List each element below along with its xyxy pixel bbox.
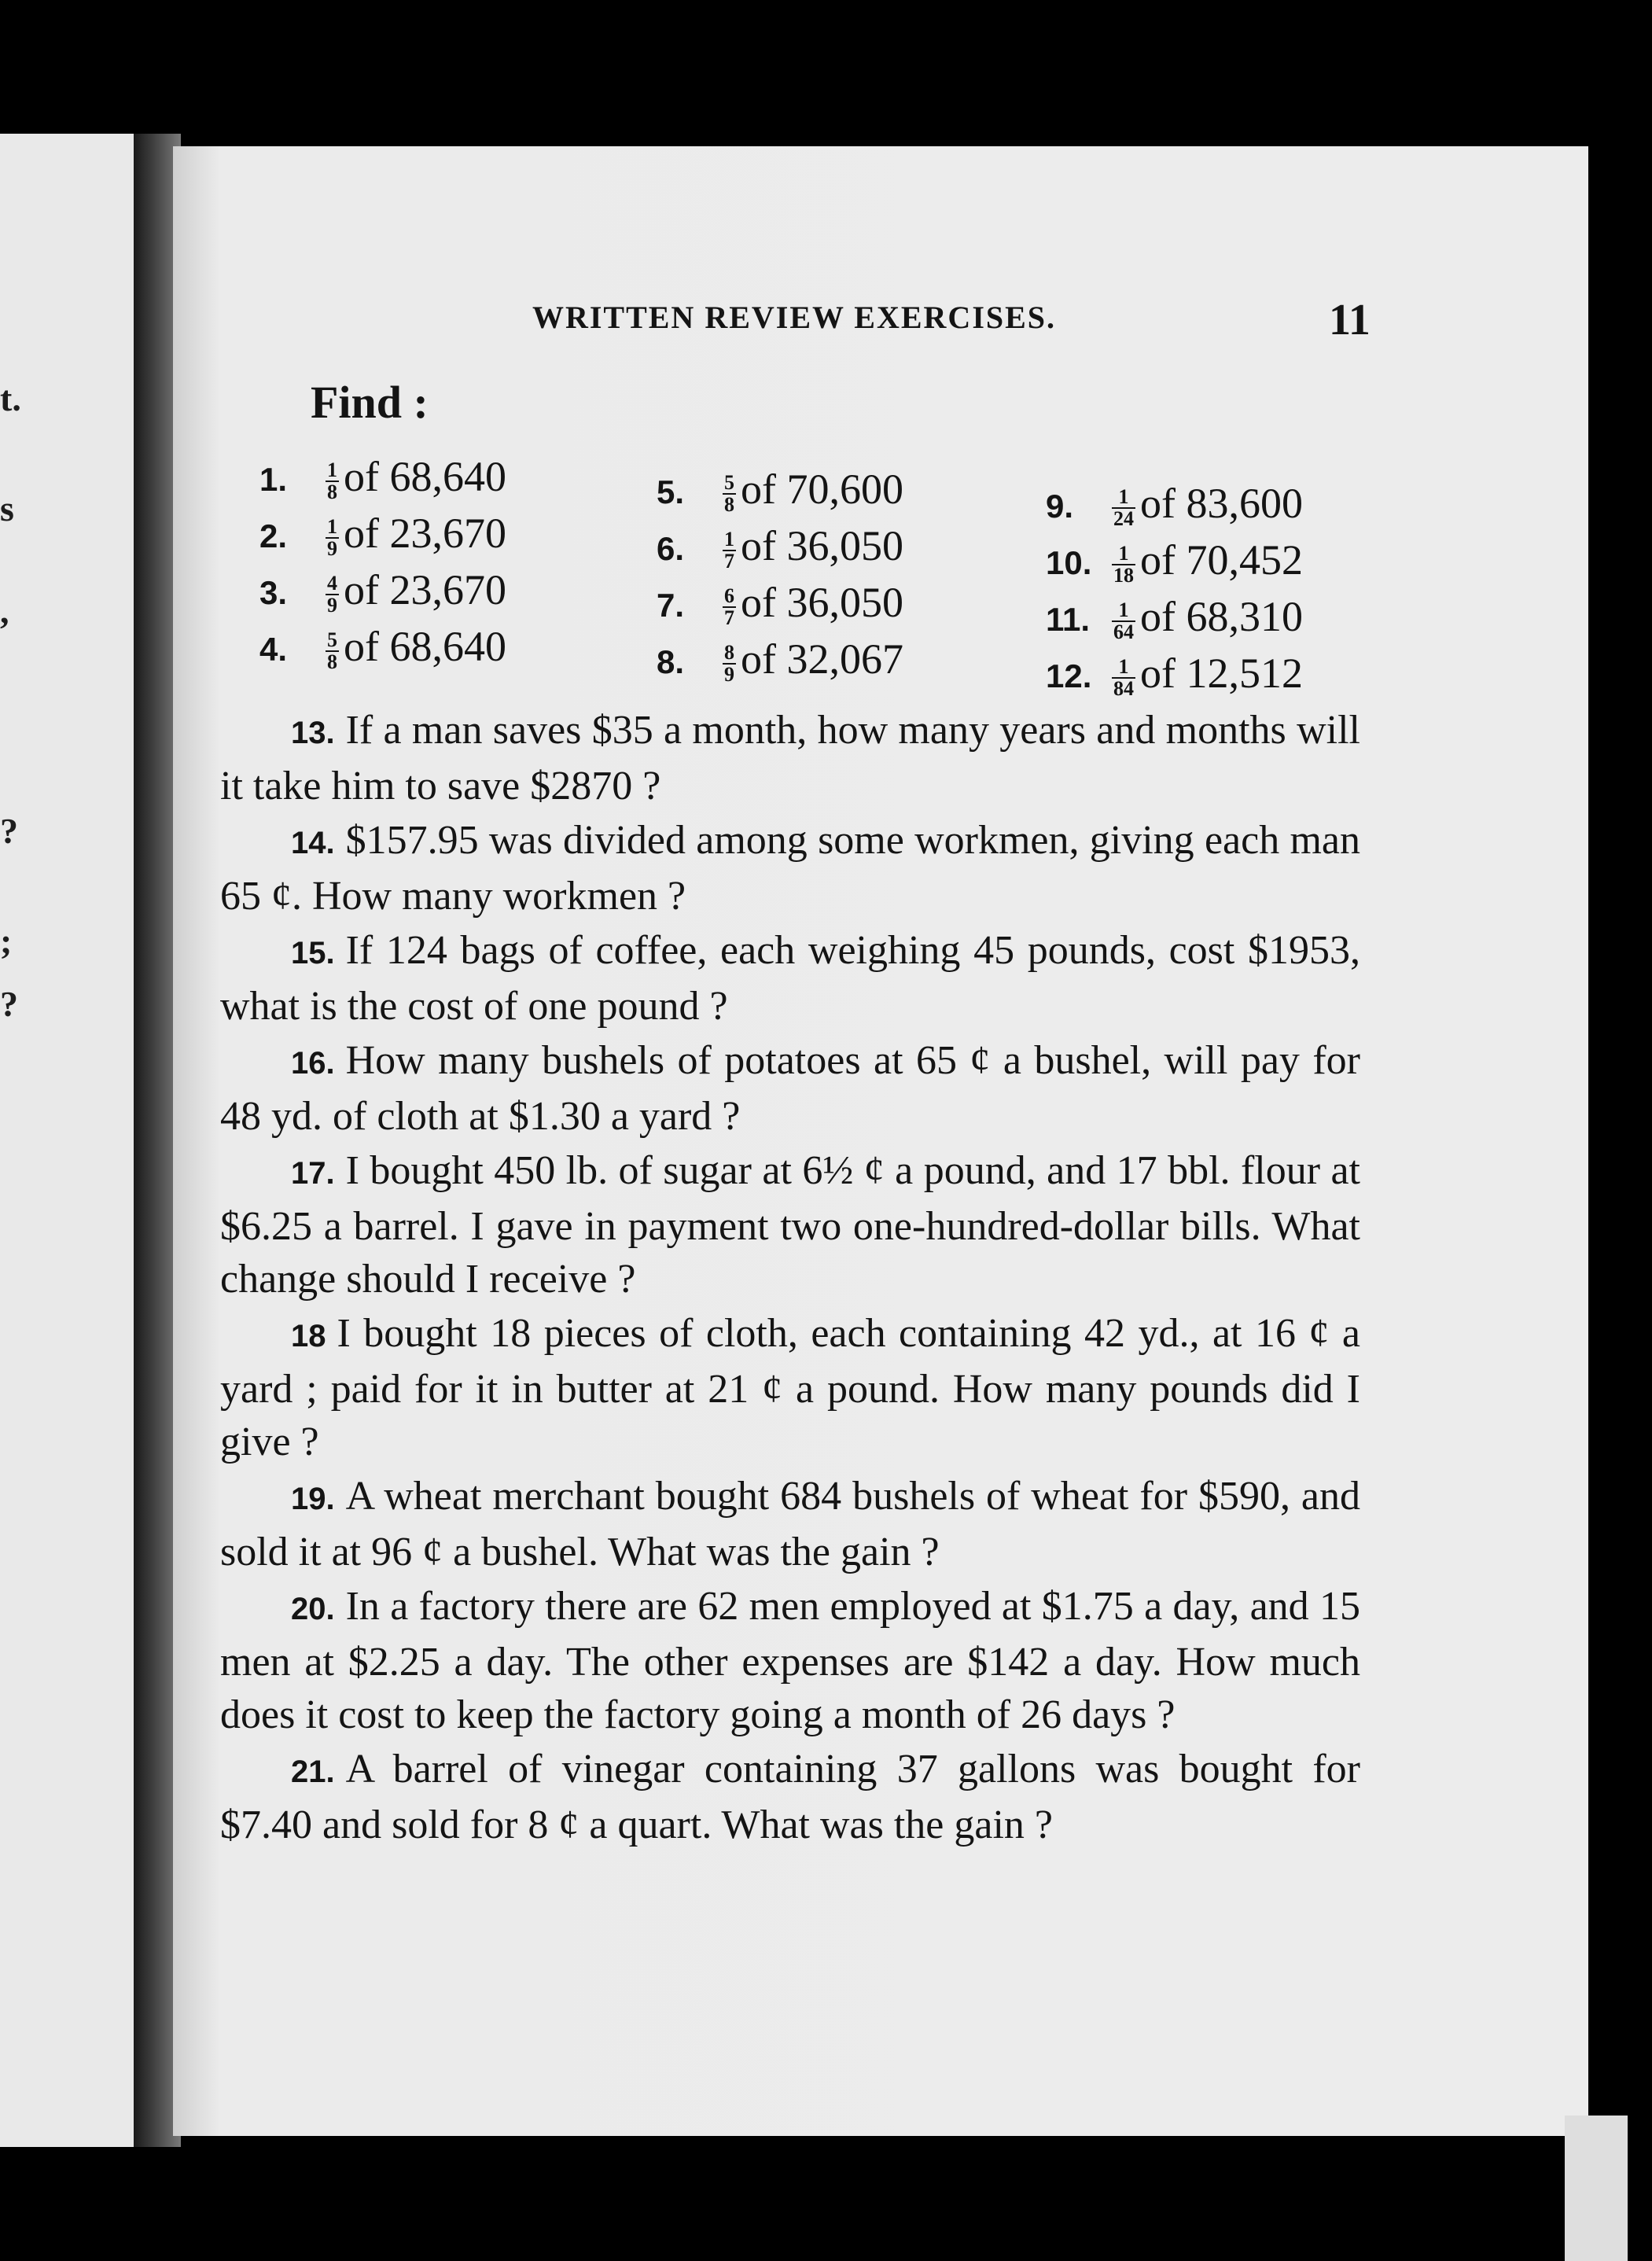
item-number: 7. xyxy=(657,587,685,624)
facing-page-fragment: ; xyxy=(0,921,13,961)
fraction: $\frac{1}{18}$ xyxy=(1113,541,1134,587)
problem xyxy=(220,1307,1360,1468)
problem-number: 20. xyxy=(291,1592,335,1626)
problem xyxy=(220,924,1360,1033)
item-number: 2. xyxy=(259,517,288,554)
fraction: $\frac{4}{9}$ xyxy=(327,571,337,617)
page-number: 11 xyxy=(1329,296,1371,344)
problem xyxy=(220,1144,1360,1305)
problem-text: If 124 bags of coffee, each weighing 45 pounds, cost $1953, what is the cost of one pound ? xyxy=(220,928,1360,1029)
problem-text: If a man saves $35 a month, how many years and months will it take him to save $2870 ? xyxy=(220,708,1360,808)
fraction-column-2 xyxy=(657,462,903,689)
problem-number: 14. xyxy=(291,826,335,860)
problem xyxy=(220,1743,1360,1851)
item-number: 5. xyxy=(657,473,685,510)
fraction-item xyxy=(259,450,506,506)
problem-number: 21. xyxy=(291,1755,335,1789)
item-number: 4. xyxy=(259,631,288,668)
item-text: of 12,512 xyxy=(1140,650,1303,697)
facing-page-text-fragments xyxy=(0,134,31,2147)
word-problems xyxy=(220,704,1360,1853)
problem-text: $157.95 was divided among some workmen, giving each man 65 ¢. How many workmen ? xyxy=(220,818,1360,919)
fraction: $\frac{1}{7}$ xyxy=(724,527,734,573)
problem xyxy=(220,814,1360,922)
fraction-item xyxy=(259,620,506,676)
fraction-item xyxy=(657,576,903,632)
problem-text: How many bushels of potatoes at 65 ¢ a bushel, will pay for 48 yd. of cloth at $1.30 a yard ? xyxy=(220,1038,1360,1139)
facing-page-fragment: s xyxy=(0,488,14,528)
fraction-item xyxy=(1046,477,1303,533)
item-text: of 36,050 xyxy=(741,579,903,626)
fraction: $\frac{8}{9}$ xyxy=(724,640,734,686)
fraction: $\frac{6}{7}$ xyxy=(724,584,734,629)
fraction-item xyxy=(1046,533,1303,590)
fraction-item xyxy=(657,519,903,576)
problem-text: I bought 450 lb. of sugar at 6½ ¢ a pound, and 17 bbl. flour at $6.25 a barrel. I gave in payment two one-hundred-dollar bills. What change should I receive ? xyxy=(220,1148,1360,1302)
item-text: of 70,600 xyxy=(741,466,903,513)
facing-page-fragment: ? xyxy=(0,811,18,851)
page-stack-edge xyxy=(1565,2116,1628,2261)
fraction-item xyxy=(259,506,506,563)
item-number: 6. xyxy=(657,530,685,567)
item-text: of 23,670 xyxy=(344,510,506,557)
problem-text: A wheat merchant bought 684 bushels of wheat for $590, and sold it at 96 ¢ a bushel. What was the gain ? xyxy=(220,1474,1360,1574)
facing-page-fragment: t. xyxy=(0,378,21,418)
fraction: $\frac{5}{8}$ xyxy=(327,628,337,673)
problem-text: I bought 18 pieces of cloth, each containing 42 yd., at 16 ¢ a yard ; paid for it in butter at 21 ¢ a pound. How many pounds did I give ? xyxy=(220,1311,1360,1464)
facing-page-fragment: , xyxy=(0,591,9,631)
item-number: 11. xyxy=(1046,601,1091,638)
item-number: 1. xyxy=(259,461,288,498)
item-text: of 70,452 xyxy=(1140,536,1303,584)
fraction: $\frac{1}{64}$ xyxy=(1113,598,1134,643)
fraction: $\frac{1}{8}$ xyxy=(327,458,337,503)
fraction-column-3 xyxy=(1046,477,1303,703)
item-number: 12. xyxy=(1046,657,1092,694)
fraction: $\frac{5}{8}$ xyxy=(724,470,734,516)
fraction-item xyxy=(657,632,903,689)
item-number: 10. xyxy=(1046,544,1092,581)
running-head: WRITTEN REVIEW EXERCISES. xyxy=(532,300,1057,335)
problem-number: 16. xyxy=(291,1046,335,1081)
problem-number: 13. xyxy=(291,716,335,750)
problem-number: 17. xyxy=(291,1156,335,1191)
find-label: Find : xyxy=(311,377,429,428)
facing-page-fragment: ? xyxy=(0,984,18,1024)
fraction-item xyxy=(1046,590,1303,646)
problem xyxy=(220,704,1360,812)
item-number: 9. xyxy=(1046,488,1074,525)
fraction: $\frac{1}{84}$ xyxy=(1113,654,1134,700)
item-number: 8. xyxy=(657,643,685,680)
fraction-item xyxy=(1046,646,1303,703)
item-text: of 68,640 xyxy=(344,453,506,500)
problem xyxy=(220,1034,1360,1143)
fraction-item xyxy=(657,462,903,519)
fraction-item xyxy=(259,563,506,620)
problem-text: In a factory there are 62 men employed at $1.75 a day, and 15 men at $2.25 a day. The other expenses are $142 a day. How much does it cost to keep the factory going a month of 26 days ? xyxy=(220,1584,1360,1737)
problem xyxy=(220,1580,1360,1741)
problem-text: A barrel of vinegar containing 37 gallons was bought for $7.40 and sold for 8 ¢ a quart. What was the gain ? xyxy=(220,1747,1360,1847)
problem xyxy=(220,1470,1360,1578)
fraction: $\frac{1}{9}$ xyxy=(327,514,337,560)
item-text: of 83,600 xyxy=(1140,480,1303,527)
item-text: of 68,310 xyxy=(1140,593,1303,640)
item-text: of 68,640 xyxy=(344,623,506,670)
item-text: of 36,050 xyxy=(741,522,903,569)
fraction: $\frac{1}{24}$ xyxy=(1113,484,1134,530)
problem-number: 15. xyxy=(291,936,335,970)
item-text: of 23,670 xyxy=(344,566,506,613)
fraction-column-1 xyxy=(259,450,506,676)
problem-number: 18 xyxy=(291,1319,326,1353)
item-number: 3. xyxy=(259,574,288,611)
problem-number: 19. xyxy=(291,1482,335,1516)
item-text: of 32,067 xyxy=(741,635,903,683)
